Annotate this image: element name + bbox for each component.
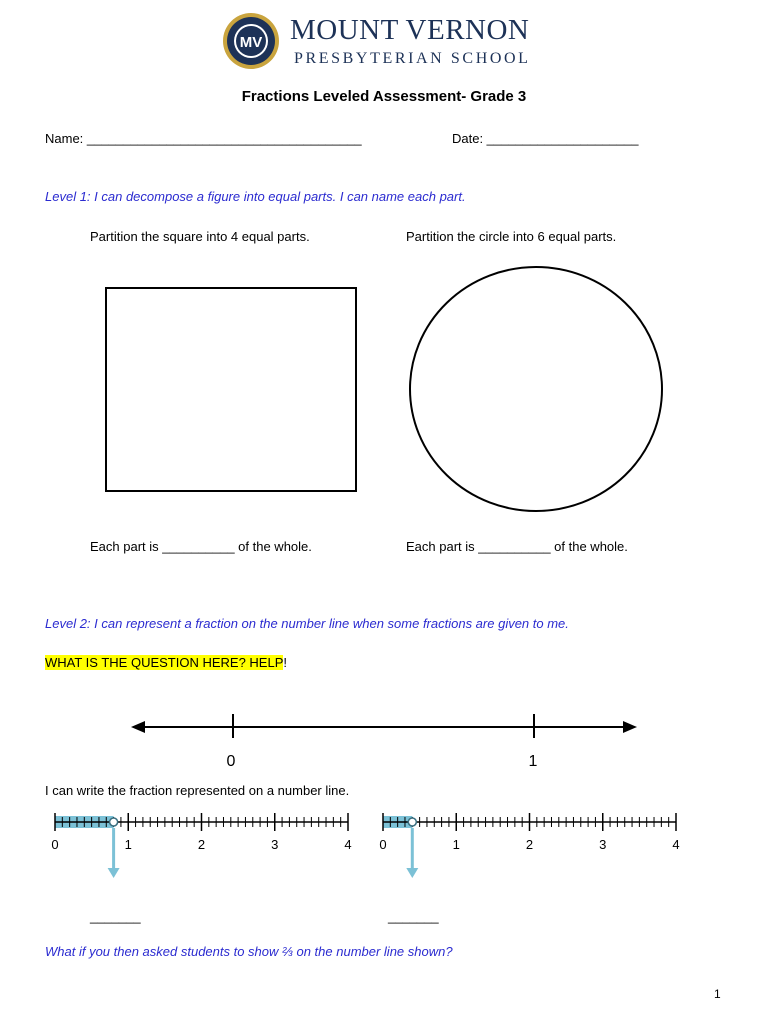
tick-label: 2 [525,837,534,852]
circle-prompt: Partition the circle into 6 equal parts. [406,229,617,244]
write-prompt: I can write the fraction represented on a number line. [45,783,350,798]
question-tail: ! [283,655,288,670]
big-line-label: 0 [226,753,236,770]
marked-point [408,818,416,826]
big-number-line [125,710,645,770]
tick-label: 0 [379,837,387,852]
blank-left: _______ [90,909,141,924]
question-line [45,655,287,670]
tick-label: 4 [344,837,352,852]
number-line-left [50,808,370,878]
level2-heading: Level 2: I can represent a fraction on the number line when some fractions are given to me. [45,616,569,631]
circle-figure [406,264,666,514]
tick-label: 0 [51,837,59,852]
name-field: Name: ______________________________________ [45,131,362,146]
arrow-head-icon [406,868,418,878]
school-logo [222,12,552,74]
highlighted-question: WHAT IS THE QUESTION HERE? HELP [45,655,284,670]
date-field: Date: _____________________ [452,131,639,146]
school-name-line1: MOUNT VERNON [290,14,530,46]
right-arrow-icon [623,721,637,733]
page-number: 1 [714,987,721,1001]
blank-right: _______ [388,909,439,924]
arrow-head-icon [108,868,120,878]
tick-label: 3 [271,837,279,852]
left-arrow-icon [131,721,145,733]
page-title: Fractions Leveled Assessment- Grade 3 [241,88,527,105]
number-line-right [378,808,698,878]
square-prompt: Partition the square into 4 equal parts. [90,229,310,244]
tick-label: 3 [599,837,607,852]
square-answer: Each part is __________ of the whole. [90,539,312,554]
tick-label: 1 [124,837,132,852]
followup-question: What if you then asked students to show ⅔ on the number line shown? [45,944,453,959]
tick-label: 2 [197,837,206,852]
square-figure [103,284,361,496]
circle-answer: Each part is __________ of the whole. [406,539,628,554]
tick-label: 1 [452,837,460,852]
tick-label: 4 [672,837,680,852]
level1-heading: Level 1: I can decompose a figure into equal parts. I can name each part. [45,189,466,204]
school-seal-icon [222,12,280,70]
school-name-line2: PRESBYTERIAN SCHOOL [294,50,531,67]
marked-point [110,818,118,826]
big-line-label: 1 [528,753,538,770]
seal-monogram: MV [239,34,263,51]
